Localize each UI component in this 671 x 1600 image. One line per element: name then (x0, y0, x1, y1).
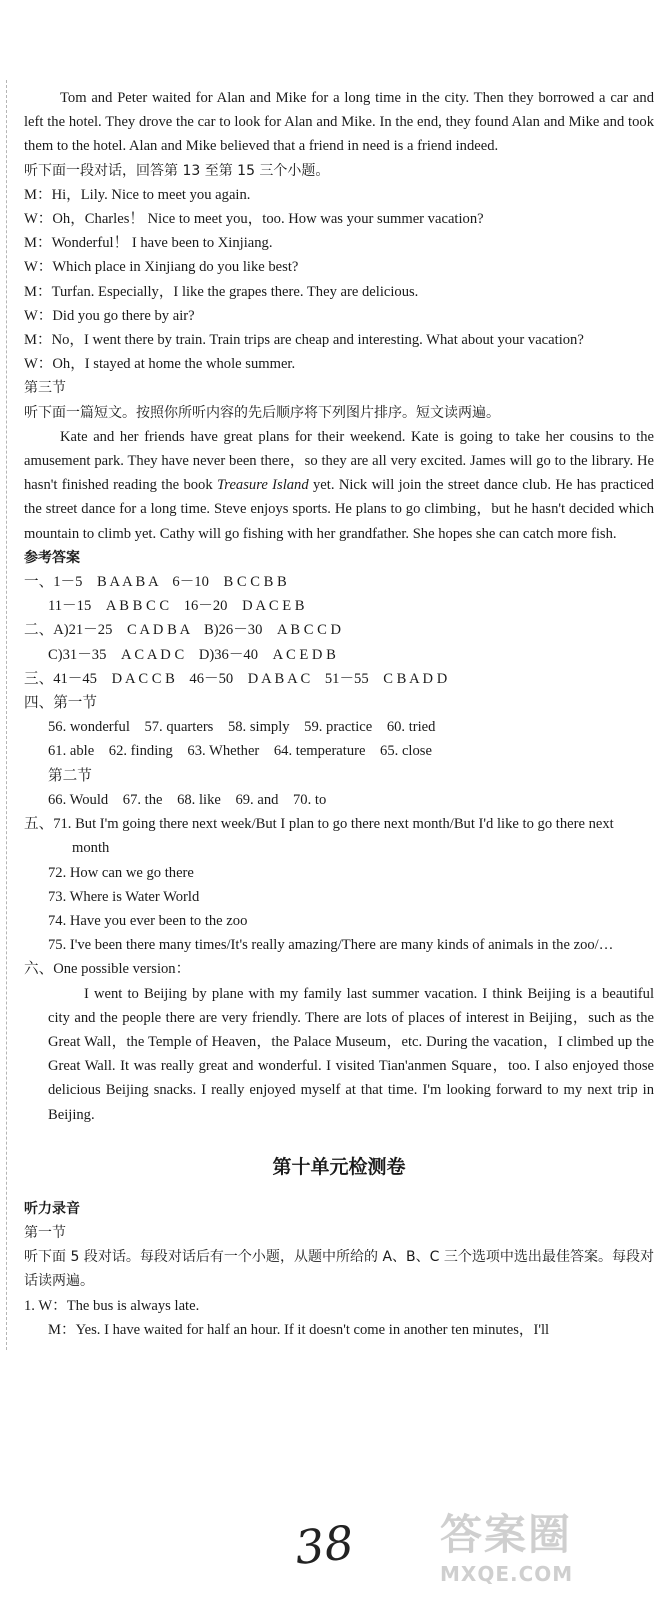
listening-heading: 听力录音 (24, 1200, 80, 1217)
dialog-line: M：No，I went there by train. Train trips are cheap and interesting. What about your vacation? (24, 332, 584, 349)
section1-instruction: 听下面 5 段对话。每段对话后有一个小题，从题中所给的 A、B、C 三个选项中选出最佳答案。每段对话读两遍。 (24, 1249, 654, 1290)
dialog-line: M：Hi，Lily. Nice to meet you again. (24, 186, 251, 203)
passage-text: yet. Nick will join the street dance club. He has practiced the street dance for a long time. Steve enjoys sports. He plans to go climbing，but he hasn't decided which mountain to climb yet. Cathy will go fishing with her grandfather. She hopes she can catch more fish. (24, 477, 654, 542)
answer-line: 56. wonderful 57. quarters 58. simply 59. practice 60. tried (48, 719, 436, 736)
binding-margin-line (6, 80, 7, 1350)
section3-passage (24, 425, 654, 546)
book-title: Treasure Island (217, 477, 309, 494)
dialog-line: M：Wonderful！ I have been to Xinjiang. (24, 235, 273, 252)
question-line: M：Yes. I have waited for half an hour. If it doesn't come in another ten minutes，I'll (48, 1321, 550, 1338)
answer-section-heading: 四、第一节 (24, 695, 97, 712)
answer-line: 61. able 62. finding 63. Whether 64. temperature 65. close (48, 743, 432, 760)
dialog-line: W：Oh，I stayed at home the whole summer. (24, 356, 296, 373)
answer-line: 二、A)21－25 C A D B A B)26－30 A B C C D (24, 622, 342, 639)
dialog-instruction: 听下面一段对话，回答第 13 至第 15 三个小题。 (24, 162, 330, 179)
answer-line: 一、1－5 B A A B A 6－10 B C C B B (24, 574, 287, 591)
dialog-line: W：Oh，Charles！ Nice to meet you，too. How was your summer vacation? (24, 211, 484, 228)
passage-ending: Tom and Peter waited for Alan and Mike for a long time in the city. Then they borrowed a car and left the hotel. They drove the car to look for Alan and Mike. In the end, they found Alan and Mike and took them to the hotel. Alan and Mike believed that a friend in need is a friend indeed. (24, 90, 654, 155)
answer-line: 75. I've been there many times/It's really amazing/There are many kinds of animals in the zoo/… (48, 937, 614, 954)
section3-heading: 第三节 (24, 380, 66, 397)
unit-title: 第十单元检测卷 (272, 1155, 406, 1178)
handwritten-page-number: 38 (292, 1515, 357, 1575)
answer-line: 73. Where is Water World (48, 888, 200, 905)
question-line: 1. W：The bus is always late. (24, 1297, 200, 1314)
answer-line: 五、71. But I'm going there next week/But I plan to go there next month/But I'd like to go there next month (24, 816, 614, 857)
document-page (24, 86, 654, 1342)
section3-instruction: 听下面一篇短文。按照你所听内容的先后顺序将下列图片排序。短文读两遍。 (24, 404, 500, 421)
answer-line: 三、41－45 D A C C B 46－50 D A B A C 51－55 C B A D D (24, 670, 448, 687)
answer-line: 74. Have you ever been to the zoo (48, 912, 248, 929)
dialog-line: W：Did you go there by air? (24, 307, 195, 324)
answer-line: 11－15 A B B C C 16－20 D A C E B (48, 598, 305, 615)
sample-essay: I went to Beijing by plane with my family last summer vacation. I think Beijing is a beautiful city and the people there are very friendly. There are lots of places of interest in Beijing，such as the Great Wall，the Temple of Heaven，the Palace Museum，etc. During the vacation，I climbed up the Great Wall. It was really great and wonderful. I visited Tian'anmen Square，too. I also enjoyed those delicious Beijing snacks. I really enjoyed myself at that time. I'm looking forward to my next trip in Beijing. (48, 985, 654, 1123)
answers-heading: 参考答案 (24, 549, 80, 566)
watermark-url: MXQE.COM (440, 1562, 574, 1586)
answer-line: 72. How can we go there (48, 864, 194, 881)
answer-line: 66. Would 67. the 68. like 69. and 70. to (48, 791, 327, 808)
answer-section-heading: 六、One possible version： (24, 961, 191, 978)
passage-text: Kate and her friends have great plans for their weekend. Kate is going to take her cousins to the amusement park. They have never been there，so they are all very excited. James will go to the library. He hasn't finished reading the book (24, 428, 654, 494)
watermark (440, 1502, 660, 1598)
watermark-logo: 答案圈 (440, 1510, 573, 1559)
section1-heading: 第一节 (24, 1224, 66, 1241)
dialog-line: M：Turfan. Especially，I like the grapes there. They are delicious. (24, 283, 419, 300)
answer-subheading: 第二节 (48, 767, 92, 784)
answer-line: C)31－35 A C A D C D)36－40 A C E D B (48, 646, 336, 663)
dialog-line: W：Which place in Xinjiang do you like best? (24, 259, 299, 276)
